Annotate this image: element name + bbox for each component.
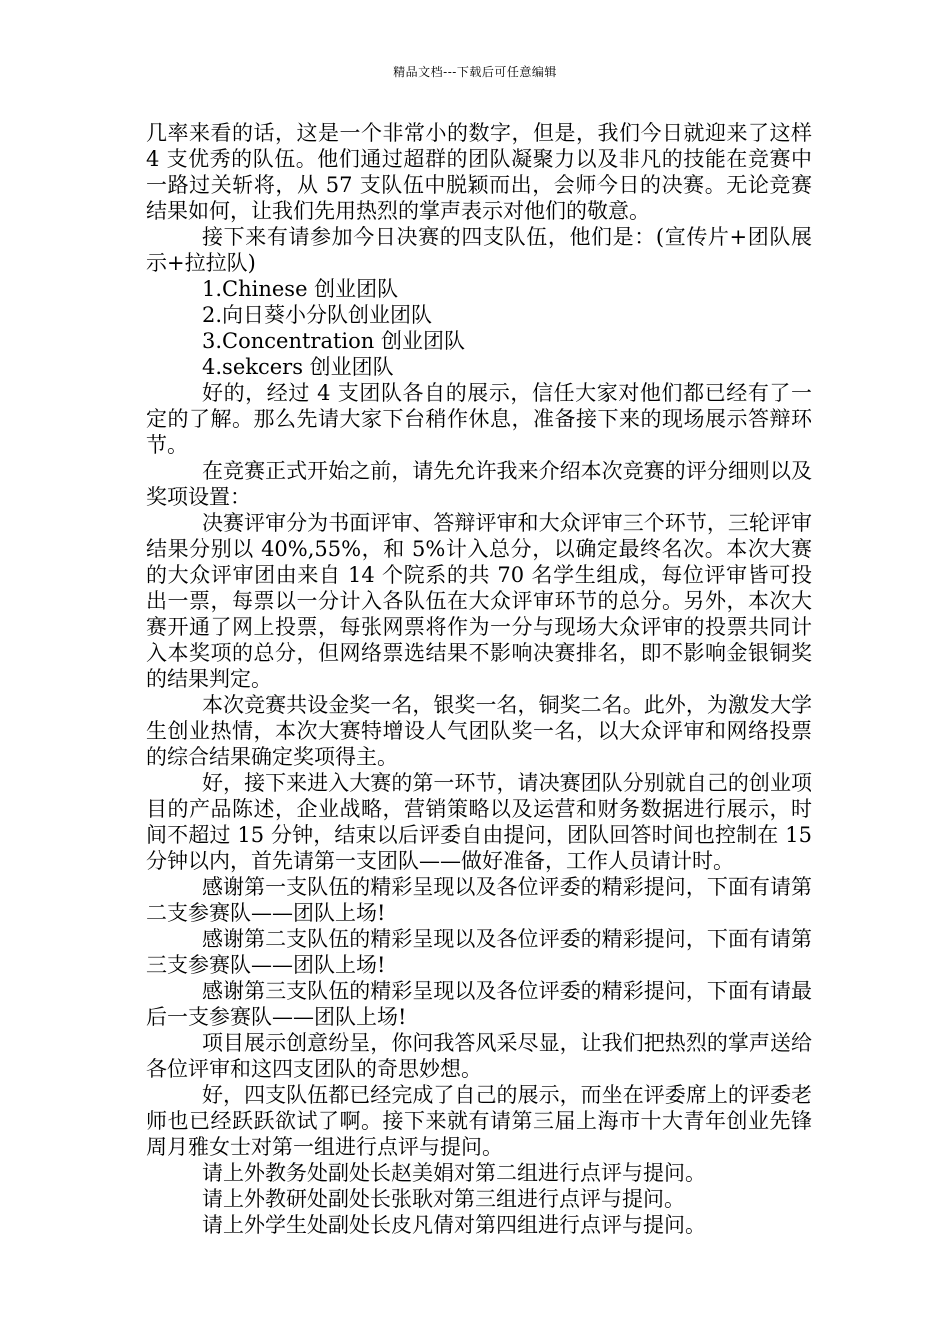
list-item: 2.向日葵小分队创业团队 — [202, 303, 433, 327]
paragraph: 感谢第一支队伍的精彩呈现以及各位评委的精彩提问，下面有请第二支参赛队——团队上场! — [146, 875, 812, 925]
paragraph: 请上外学生处副处长皮凡倩对第四组进行点评与提问。 — [202, 1213, 706, 1237]
paragraph: 本次竞赛共设金奖一名，银奖一名，铜奖二名。此外，为激发大学生创业热情，本次大赛特增设人气团队奖一名，以大众评审和网络投票的综合结果确定奖项得主。 — [146, 693, 812, 769]
paragraph: 好，接下来进入大赛的第一环节，请决赛团队分别就自己的创业项目的产品陈述，企业战略，营销策略以及运营和财务数据进行展示，时间不超过 15 分钟，结束以后评委自由提问，团队回答时间也控制在 15 分钟以内，首先请第一支团队——做好准备，工作人员请计时。 — [146, 771, 812, 873]
paragraph: 接下来有请参加今日决赛的四支队伍，他们是：(宣传片+团队展示+拉拉队) — [146, 225, 812, 275]
paragraph: 几率来看的话，这是一个非常小的数字，但是，我们今日就迎来了这样 4 支优秀的队伍。他们通过超群的团队凝聚力以及非凡的技能在竞赛中一路过关斩将，从 57 支队伍中脱颖而出，会师今日的决赛。无论竞赛结果如何，让我们先用热烈的掌声表示对他们的敬意。 — [146, 121, 812, 223]
paragraph: 项目展示创意纷呈，你问我答风采尽显，让我们把热烈的掌声送给各位评审和这四支团队的奇思妙想。 — [146, 1031, 812, 1081]
list-item: 1.Chinese 创业团队 — [202, 277, 399, 301]
document-body — [146, 120, 812, 1238]
list-item: 3.Concentration 创业团队 — [202, 329, 465, 353]
paragraph: 好的，经过 4 支团队各自的展示，信任大家对他们都已经有了一定的了解。那么先请大家下台稍作休息，准备接下来的现场展示答辩环节。 — [146, 381, 812, 457]
paragraph: 请上外教研处副处长张耿对第三组进行点评与提问。 — [202, 1187, 685, 1211]
paragraph: 决赛评审分为书面评审、答辩评审和大众评审三个环节，三轮评审结果分别以 40%,55%，和 5%计入总分，以确定最终名次。本次大赛的大众评审团由来自 14 个院系的共 70 名学生组成，每位评审皆可投出一票，每票以一分计入各队伍在大众评审环节的总分。另外，本次大赛开通了网上投票，每张网票将作为一分与现场大众评审的投票共同计入本奖项的总分，但网络票选结果不影响决赛排名，即不影响金银铜奖的结果判定。 — [146, 511, 812, 691]
paragraph: 请上外教务处副处长赵美娟对第二组进行点评与提问。 — [202, 1161, 706, 1185]
paragraph: 感谢第三支队伍的精彩呈现以及各位评委的精彩提问，下面有请最后一支参赛队——团队上场! — [146, 979, 812, 1029]
paragraph: 在竞赛正式开始之前，请先允许我来介绍本次竞赛的评分细则以及奖项设置： — [146, 459, 812, 509]
paragraph: 感谢第二支队伍的精彩呈现以及各位评委的精彩提问，下面有请第三支参赛队——团队上场! — [146, 927, 812, 977]
list-item: 4.sekcers 创业团队 — [202, 355, 394, 379]
paragraph: 好，四支队伍都已经完成了自己的展示，而坐在评委席上的评委老师也已经跃跃欲试了啊。接下来就有请第三届上海市十大青年创业先锋周月雅女士对第一组进行点评与提问。 — [146, 1083, 812, 1159]
page-header: 精品文档---下载后可任意编辑 — [393, 65, 557, 79]
